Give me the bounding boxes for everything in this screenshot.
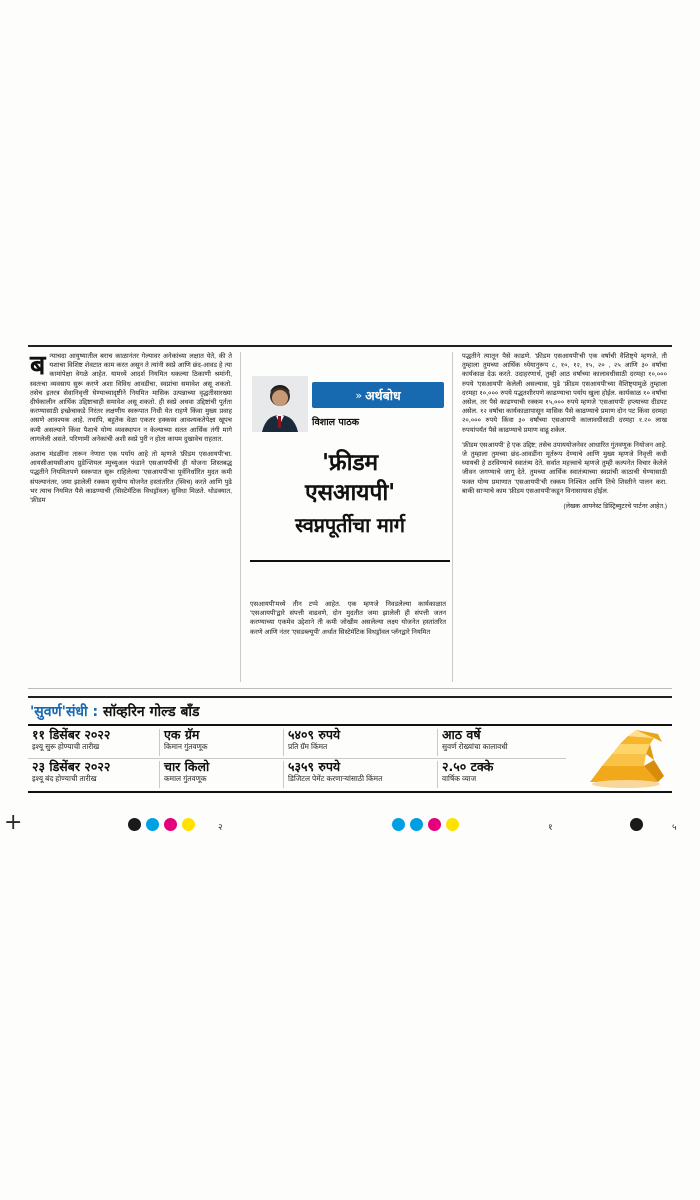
article-column-2 xyxy=(250,600,446,643)
gold-bars-icon xyxy=(584,726,670,790)
cell-value: २३ डिसेंबर २०२२ xyxy=(32,759,111,774)
cell-value: ५४०९ रुपये xyxy=(288,727,341,742)
tick-label: २ xyxy=(218,822,223,832)
registration-dot xyxy=(446,818,459,831)
gold-bond-bottom-rule xyxy=(28,791,672,793)
table-cell xyxy=(284,727,438,758)
author-portrait xyxy=(252,376,308,432)
cell-value: २.५० टक्के xyxy=(442,759,494,774)
table-row xyxy=(28,727,672,758)
registration-dot xyxy=(392,818,405,831)
headline-line-3: स्वप्नपूर्तीचा मार्ग xyxy=(295,513,405,537)
registration-dot xyxy=(164,818,177,831)
table-cell xyxy=(438,759,566,790)
drop-cap: ब xyxy=(30,350,46,380)
cell-label: डिजिटल पेमेंट करणाऱ्यांसाठी किंमत xyxy=(288,774,383,783)
byline-author: विशाल पाठक xyxy=(312,417,360,428)
table-cell xyxy=(160,759,284,790)
cell-label: सुवर्ण रोख्यांचा कालावधी xyxy=(442,742,508,751)
cell-value: एक ग्रॅम xyxy=(164,727,200,742)
article-paragraph: ब न्याचदा आयुष्यातील बराच काळानंतर गेल्यावर अनेकांच्या लक्षात येते, की ते यशाचा विशिष्ट शेवटात काम करत असून ते त्यांनी स्वप्ने आणि छंद-आवड हे त्या कामांपेक्षा वेगळे आहेत. यामध्ये आदर्श नियमित थकल्या ठिकाणी श्रमांनी, स्वतःचा व्यवसाय सुरू करणे अशा विविध आवडीचा, स्वप्नांचा समावेश असू शकतो. तसेच इतरत्र सेवानिवृत्ती घेण्याच्यादृष्टीने नियमित मासिक उत्पन्नाच्या वृद्धतीसारख्या दीर्घकालीन आर्थिक उद्दिष्टाचाही समावेश असू शकतो. ही स्वप्ने अथवा उद्दिष्टांची पूर्तता करण्यासाठी इच्छेचाकडे निरंतर लक्षणीय स्वरूपात निधी येत राहणे किंवा मुख्य प्रवाह असणे आवश्यक आहे. तथापि, बहुतेक वेळा एकतर हक्कस्व आवश्यकतेपेक्षा खूपच कमी असल्याने किंवा पैशाचे योग्य व्यवस्थापन न केल्याच्या सतत आर्थिक तंगी मागे लागलेली असते. परिणामी अनेकांची अशी स्वप्ने पुरी न होता कायम दुखावेच राहतात. xyxy=(30,350,232,443)
table-cell xyxy=(28,759,160,790)
cell-value: चार किलो xyxy=(164,759,210,774)
headline-line-1: 'फ्रीडम xyxy=(322,450,378,476)
cell-label: इश्यू सुरू होण्याची तारीख xyxy=(32,742,100,751)
headline xyxy=(250,448,450,540)
registration-dot xyxy=(630,818,643,831)
cell-label: इश्यू बंद होण्याची तारीख xyxy=(32,774,97,783)
section-badge xyxy=(312,382,444,408)
registration-marks xyxy=(0,818,700,834)
gold-bond-panel xyxy=(28,700,672,810)
headline-line-2: एसआयपी' xyxy=(305,480,395,506)
cell-label: कमाल गुंतवणूक xyxy=(164,774,207,783)
mid-rule xyxy=(28,688,672,689)
article-column-1 xyxy=(30,352,232,511)
registration-dot xyxy=(410,818,423,831)
cell-label: वार्षिक व्याज xyxy=(442,774,477,783)
column-separator-1 xyxy=(240,352,241,682)
tick-label: ५ xyxy=(672,822,677,832)
gold-bond-title-prefix: 'सुवर्ण'संधी : xyxy=(30,704,103,720)
table-cell xyxy=(160,727,284,758)
cell-value: आठ वर्षे xyxy=(442,727,481,742)
chevron-right-icon: » xyxy=(355,388,361,402)
section-badge-label: अर्थबोध xyxy=(365,388,401,403)
headline-underline xyxy=(250,560,450,562)
cell-value: ११ डिसेंबर २०२२ xyxy=(32,727,111,742)
table-cell xyxy=(284,759,438,790)
registration-dot xyxy=(128,818,141,831)
table-cell xyxy=(438,727,566,758)
table-row xyxy=(28,759,672,790)
article-paragraph: एसआयपी'मध्ये तीन टप्पे आहेत. एक म्हणजे निवडलेल्या कार्यकाळात 'एसआयपी'द्वारे संपत्ती वाढवणे, दोन मुदतीत जमा झालेली ही संपत्ती जतन करण्याच्या एकमेव उद्देशाने ती कमी जोखीम असलेल्या लक्ष्य योजनेत हस्तांतरित करणे आणि नंतर 'एसडब्ल्यूपी' अर्थात सिस्टेमॅटिक विथड्रॉवल प्लॅनद्वारे नियमित xyxy=(250,601,446,636)
cell-label: किमान गुंतवणूक xyxy=(164,742,208,751)
article-column-3 xyxy=(462,352,667,517)
table-cell xyxy=(28,727,160,758)
cell-label: प्रति ग्रॅम किंमत xyxy=(288,742,328,751)
article-paragraph: 'फ्रीडम एसआयपी' हे एक उद्दिष्ट; तसेच उपाययोजनेवर आधारित गुंतवणूक नियोजन आहे. जे तुम्हाला तुमच्या छंद-आवडींना मूर्तरूप देण्याचे आणि मुख्य म्हणजे निवृत्ती कधी घ्यायची हे ठरविण्याचे स्वातंत्र्य देते. सर्वात महत्त्वाचे म्हणजे तुम्ही कल्पनेत विचार केलेले जीवन जगण्याचे जागू देते. तुमच्या आर्थिक स्वातंत्र्याच्या स्वप्नांची काठाची घेण्यासाठी फक्त योग्य प्रमाणात 'एसआयपी'ची रक्कम निश्चित आणि तिचे शिस्तीने पालन करा. बाकी साऱ्याचे काम 'फ्रीडम एसआयपी'कडून विनासायास होईल. xyxy=(462,441,667,495)
top-rule xyxy=(28,345,672,347)
author-credit: (लेखक आयनेस्ट डिस्ट्रिब्युटरचे पार्टनर आहेत.) xyxy=(563,503,667,511)
registration-dot xyxy=(182,818,195,831)
gold-bond-title-main: सॉव्हरिन गोल्ड बाँड xyxy=(103,704,200,720)
crop-mark-icon: + xyxy=(4,810,23,835)
bottom-rule xyxy=(28,696,672,698)
tick-label: १ xyxy=(548,822,553,832)
gold-bond-rule xyxy=(28,724,672,726)
article-paragraph: पद्धतीने त्यातून पैसे काढणे. 'फ्रीडम एसआयपी'ची एक वर्षाची वैशिष्ट्ये म्हणजे, ती तुम्हाला तुमच्या आर्थिक ध्येयानुरूप ८, १०, १२, १५, २० , २५ आणि ३० वर्षांचा कार्यकाळ देऊ करते. उदाहरणार्थ, तुम्ही आठ वर्षांच्या कालावधीसाठी दरमहा १०,००० रुपये 'एसआयपी' केलेली असल्यास, पुढे 'फ्रीडम एसआयपी'च्या वैशिष्ट्यामुळे तुम्हाला दरमहा १०,००० रुपये पद्धतशीरपणे काढण्याचा पर्याय खुला होईल. कार्यकाळ १० वर्षांचा असेल, तर पैसे काढण्याची रक्कम १५,००० रुपये म्हणजे 'एसआयपी' हप्त्याच्या दीडपट असेल. १२ वर्षांचा कार्यकाळापासून मासिक पैसे काढण्याचे प्रमाण दोन पट किंवा दरमहा २०,००० रुपये किंवा ३० वर्षांच्या एसआयपी कालावधीसाठी दरमहा १.२० लाख रुपयांपर्यंत पैसे काढण्याचे प्रमाण वाढू शकेल. xyxy=(462,353,667,434)
registration-dot xyxy=(428,818,441,831)
column-separator-2 xyxy=(452,352,453,682)
cell-value: ५३५९ रुपये xyxy=(288,759,341,774)
gold-bond-table xyxy=(28,727,672,790)
article-paragraph: अशाच मंडळींना तारून नेणारा एक पर्याय आहे तो म्हणजे 'फ्रीडम एसआयपी'चा. आयसीआयसीआय प्रुडेन्शियल म्युच्युअल फंडाने एसआयपीची ही योजना शिस्तबद्ध पद्धतीने नियमितपणे स्वरूपात सुरू राहिलेल्या 'एसआयपी'चा पूर्वनिर्धारित मुदत कमी संपल्यानंतर, जमा झालेली रक्कम सुयोग्य योजनेत हस्तांतरित (स्विच) करते आणि पुढे भर त्याच नियमित पैसे काढण्याची (सिस्टेमॅटिक विथड्रॉवल) सुविधा मिळते. थोडक्यात, 'फ्रीडम xyxy=(30,451,232,505)
registration-dot xyxy=(146,818,159,831)
gold-bond-title xyxy=(30,702,200,721)
